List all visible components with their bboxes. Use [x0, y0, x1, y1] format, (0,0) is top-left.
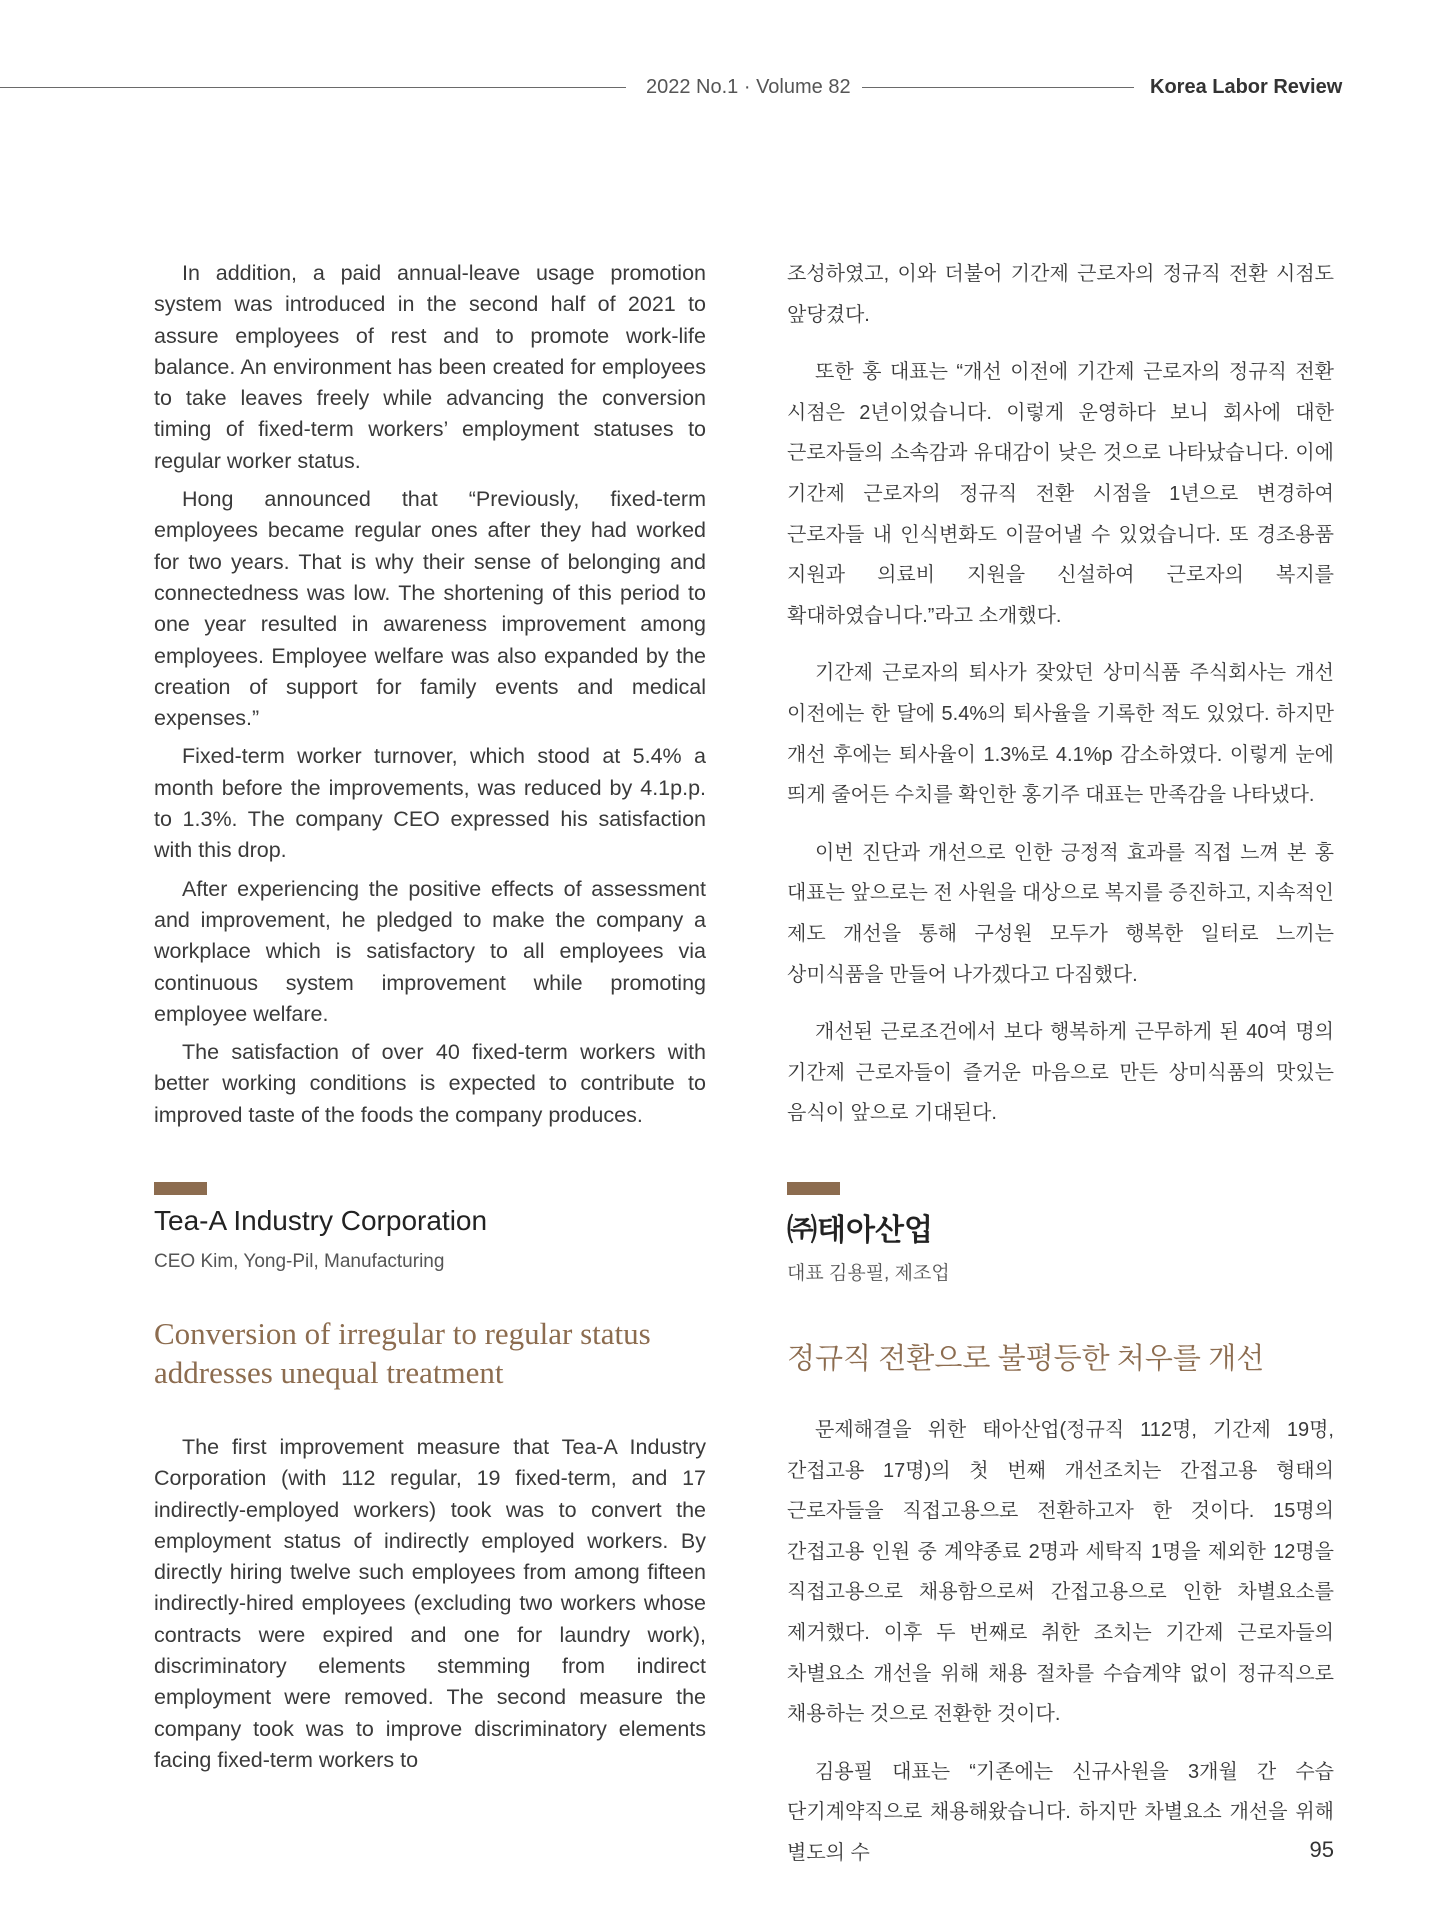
- paragraph: The first improvement measure that Tea-A Industry Corporation (with 112 regular, 19 fixed-term, and 17 indirectly-employed workers) took was to convert the employment status of indirectly employed workers. By directly hiring twelve such employees from among fifteen indirectly-hired employees (excluding two workers whose contracts were expired and one for laundry work), discriminatory elements stemming from indirect employment were removed. The second measure the company took was to improve discriminatory elements facing fixed-term workers to: [154, 1435, 706, 1772]
- paragraph: Fixed-term worker turnover, which stood at 5.4% a month before the improvements, was reduced by 4.1p.p. to 1.3%. The company CEO expressed his satisfaction with this drop.: [154, 744, 706, 863]
- paragraph: 개선된 근로조건에서 보다 행복하게 근무하게 된 40여 명의 기간제 근로자들이 즐거운 마음으로 만든 상미식품의 맛있는 음식이 앞으로 기대된다.: [787, 1021, 1334, 1125]
- section-marker: [787, 1182, 840, 1195]
- paragraph: In addition, a paid annual-leave usage promotion system was introduced in the second half of 2021 to assure employees of rest and to promote work-life balance. An environment has been created for employees to take leaves freely while advancing the conversion timing of fixed-term workers’ employment statuses to regular worker status.: [154, 261, 706, 473]
- paragraph: 이번 진단과 개선으로 인한 긍정적 효과를 직접 느껴 본 홍 대표는 앞으로는 전 사원을 대상으로 복지를 증진하고, 지속적인 제도 개선을 통해 구성원 모두가 행복한 일터로 느끼는 상미식품을 만들어 나가겠다고 다짐했다.: [787, 841, 1334, 986]
- paragraph: 기간제 근로자의 퇴사가 잦았던 상미식품 주식회사는 개선 이전에는 한 달에 5.4%의 퇴사율을 기록한 적도 있었다. 하지만 개선 후에는 퇴사율이 1.3%로 4.1%p 감소하였다. 이렇게 눈에 띄게 줄어든 수치를 확인한 홍기주 대표는 만족감을 나타냈다.: [787, 662, 1334, 807]
- header-rule-left: [0, 87, 626, 88]
- right-column-bottom: [787, 1410, 1334, 1891]
- header-rule-right: [862, 87, 1134, 88]
- journal-title: Korea Labor Review: [1150, 76, 1343, 98]
- section-marker: [154, 1182, 207, 1195]
- company-name-ko: ㈜태아산업: [787, 1214, 933, 1247]
- page-number: 95: [1309, 1837, 1334, 1862]
- ceo-line-ko: 대표 김용필, 제조업: [787, 1263, 950, 1284]
- section-subheading-ko: 정규직 전환으로 불평등한 처우를 개선: [787, 1343, 1265, 1375]
- paragraph: 김용필 대표는 “기존에는 신규사원을 3개월 간 수습 단기계약직으로 채용해왔습니다. 하지만 차별요소 개선을 위해 별도의 수: [787, 1760, 1334, 1864]
- company-name: Tea-A Industry Corporation: [154, 1205, 488, 1236]
- right-column-top: [787, 254, 1334, 1151]
- section-subheading: Conversion of irregular to regular status addresses unequal treatment: [154, 1316, 651, 1390]
- paragraph: 문제해결을 위한 태아산업(정규직 112명, 기간제 19명, 간접고용 17명)의 첫 번째 개선조치는 간접고용 형태의 근로자들을 직접고용으로 전환하고자 한 것이다. 15명의 간접고용 인원 중 계약종료 2명과 세탁직 1명을 제외한 12명을 직접고용으로 채용함으로써 간접고용으로 인한 차별요소를 제거했다. 이후 두 번째로 취한 조치는 기간제 근로자들의 차별요소 개선을 위해 채용 절차를 수습계약 없이 정규직으로 채용하는 것으로 전환한 것이다.: [787, 1419, 1334, 1726]
- paragraph: The satisfaction of over 40 fixed-term workers with better working conditions is expected to contribute to improved taste of the foods the company produces.: [154, 1040, 706, 1127]
- ceo-line: CEO Kim, Yong-Pil, Manufacturing: [154, 1251, 445, 1272]
- paragraph: After experiencing the positive effects of assessment and improvement, he pledged to make the company a workplace which is satisfactory to all employees via continuous system improvement while promoting employee welfare.: [154, 876, 706, 1026]
- paragraph: 또한 홍 대표는 “개선 이전에 기간제 근로자의 정규직 전환 시점은 2년이었습니다. 이렇게 운영하다 보니 회사에 대한 근로자들의 소속감과 유대감이 낮은 것으로 나타났습니다. 이에 기간제 근로자의 정규직 전환 시점을 1년으로 변경하여 근로자들 내 인식변화도 이끌어낼 수 있었습니다. 또 경조용품 지원과 의료비 지원을 신설하여 근로자의 복지를 확대하였습니다.”라고 소개했다.: [787, 361, 1334, 627]
- paragraph: Hong announced that “Previously, fixed-term employees became regular ones after they had worked for two years. That is why their sense of belonging and connectedness was low. The shortening of this period to one year resulted in awareness improvement among employees. Employee welfare was also expanded by the creation of support for family events and medical expenses.”: [154, 487, 706, 731]
- left-column-top: [154, 258, 706, 1138]
- paragraph: 조성하였고, 이와 더불어 기간제 근로자의 정규직 전환 시점도 앞당겼다.: [787, 263, 1334, 326]
- left-column-bottom: [154, 1432, 706, 1783]
- issue-label: 2022 No.1 · Volume 82: [646, 76, 851, 98]
